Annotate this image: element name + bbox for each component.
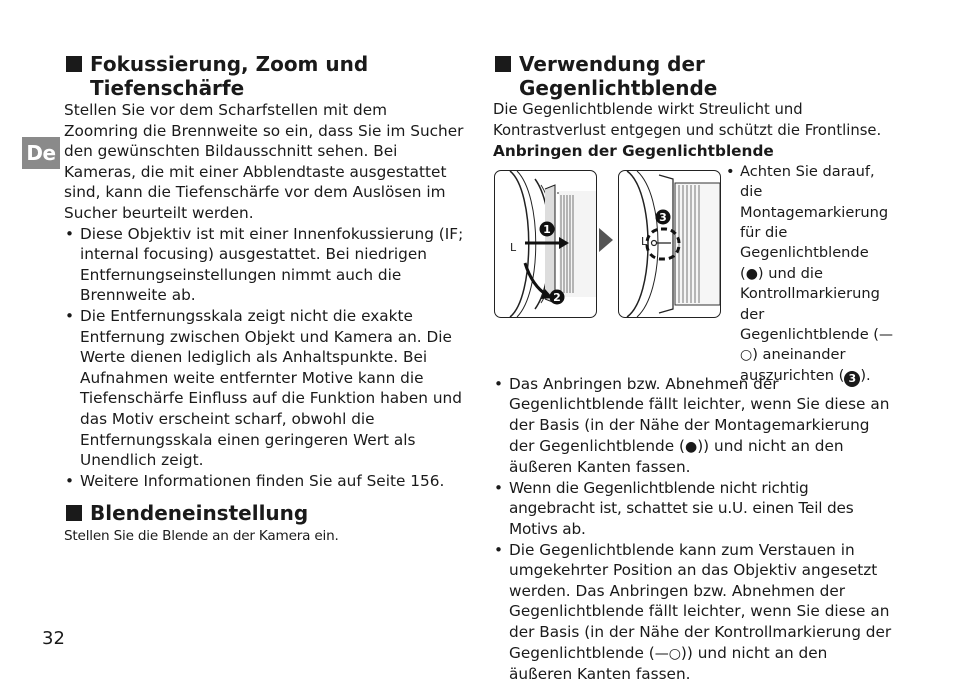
mounting-mark-symbol: ●	[684, 438, 698, 455]
aperture-paragraph: Stellen Sie die Blende an der Kamera ein.	[64, 528, 339, 545]
control-mark-symbol: —○	[654, 645, 681, 662]
language-tab: De	[22, 137, 60, 169]
list-item: • Weitere Informationen finden Sie auf Seite 156.	[65, 471, 445, 490]
focus-heading-line2: Tiefenschärfe	[90, 76, 245, 100]
step-3-badge: 3	[844, 371, 860, 387]
hood-attach-illustration-2	[618, 170, 721, 318]
next-step-arrow-icon	[599, 228, 613, 252]
control-mark-symbol: —○	[740, 327, 894, 364]
list-item: • Die Gegenlichtblende kann zum Verstauen in umgekehrter Position an das Objektiv angesetzt werden. Das Anbringen bzw. Abnehmen der Gegenlichtblende fällt leichter, wenn Sie diese an der Basis (in der Nähe der Kontrollmarkierung der Gegenlichtblende (—○)) und nicht an den äußeren Kanten fassen.	[494, 540, 892, 684]
hood-attach-illustration-1	[494, 170, 597, 318]
heading-square-icon	[495, 56, 511, 72]
list-item: • Diese Objektiv ist mit einer Innenfokussierung (IF; internal focusing) ausgestattet. Bei niedrigen Entfernungseinstellungen nimmt auch die Brennweite ab.	[65, 224, 464, 305]
hood-paragraph: Die Gegenlichtblende wirkt Streulicht und Kontrastverlust entgegen und schützt die Frontlinse.	[493, 101, 882, 139]
list-item: • Die Entfernungsskala zeigt nicht die exakte Entfernung zwischen Objekt und Kamera an. Die Werte dienen lediglich als Anhaltspunkte. Bei Aufnahmen weite entfernter Motive kann die Tiefenschärfe Einfluss auf die Funktion haben und das Motiv erscheint scharf, obwohl die Entfernungsskala einen geringeren Wert als Unendlich zeigt.	[65, 306, 462, 470]
lens-hood-alignment-illustration	[619, 171, 720, 317]
alignment-note: • Achten Sie darauf, die Montagemarkierung für die Gegenlichtblende (●) und die Kontrollmarkierung der Gegenlichtblende (—○) aneinander auszurichten ( 3 ).	[726, 162, 894, 385]
focus-paragraph: Stellen Sie vor dem Scharfstellen mit dem Zoomring die Brennweite so ein, dass Sie im Sucher den gewünschten Bildausschnitt sehen. Bei Kameras, die mit einer Abblendtaste ausgestattet sind, kann die Tiefenschärfe vor dem Auslösen im Sucher beurteilt werden.	[64, 101, 464, 222]
page-number: 32	[42, 628, 65, 649]
aperture-heading: Blendeneinstellung	[64, 501, 464, 525]
svg-text:L: L	[641, 234, 648, 248]
hood-heading: Verwendung der Gegenlichtblende	[493, 52, 893, 100]
mounting-mark-symbol: ●	[745, 265, 758, 282]
list-item: • Das Anbringen bzw. Abnehmen der Gegenlichtblende fällt leichter, wenn Sie diese an der Basis (in der Nähe der Montagemarkierung der Gegenlichtblende (●)) und nicht an den äußeren Kanten fassen.	[494, 374, 890, 477]
hood-figure-row	[493, 162, 893, 386]
heading-square-icon	[66, 505, 82, 521]
hood-subheading: Anbringen der Gegenlichtblende	[493, 142, 774, 161]
focus-bullet-list	[64, 224, 464, 492]
heading-square-icon	[66, 56, 82, 72]
left-column	[64, 52, 464, 546]
step-1-label: 1	[543, 222, 551, 236]
focus-heading	[64, 52, 464, 100]
right-column	[493, 52, 893, 685]
step-3-label: 3	[659, 210, 667, 224]
svg-text:L: L	[510, 240, 517, 254]
step-2-label: 2	[553, 290, 561, 304]
focus-heading-line1: Fokussierung, Zoom und	[90, 52, 369, 76]
lens-hood-illustration	[495, 171, 596, 317]
list-item: • Wenn die Gegenlichtblende nicht richtig angebracht ist, schattet sie u.U. einen Teil des Motivs ab.	[494, 478, 854, 538]
hood-bullet-list	[493, 374, 893, 685]
